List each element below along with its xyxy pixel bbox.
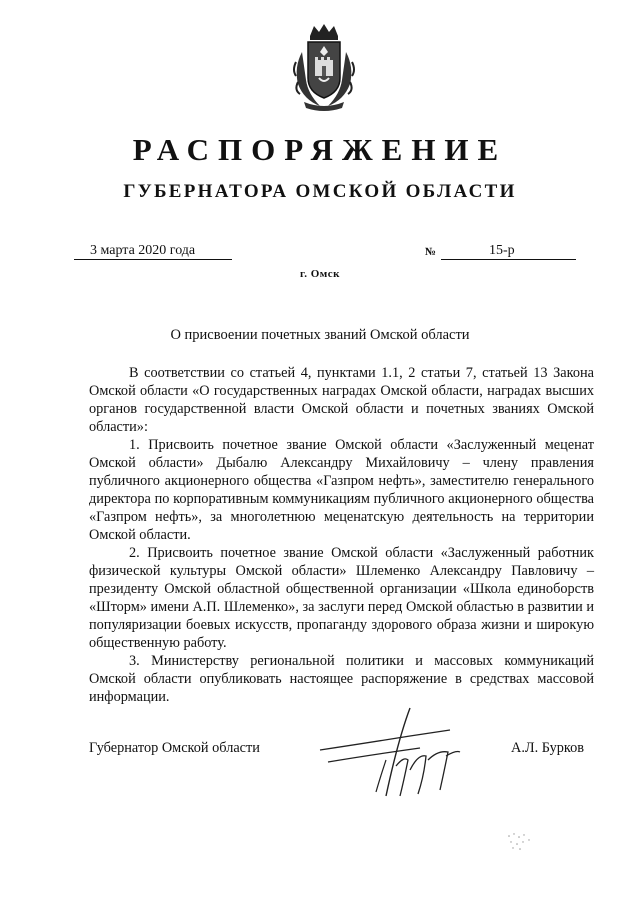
omsk-coat-of-arms-icon (290, 22, 358, 112)
document-number: 15-р (441, 243, 576, 260)
document-subtitle: ГУБЕРНАТОРА ОМСКОЙ ОБЛАСТИ (123, 181, 517, 202)
faint-mark-icon (505, 830, 535, 852)
document-heading: О присвоении почетных званий Омской области (170, 327, 470, 343)
paragraph-item-1: 1. Присвоить почетное звание Омской области «Заслуженный меценат Омской области» Дыбалю Александру Михайловичу – члену правления публичного акционерного общества «Газпром нефть», заместителю генерального директора по корпоративным коммуникациям публичного акционерного общества «Газпром нефть», за многолетнюю меценатскую деятельность на территории Омской области. (89, 437, 594, 543)
signatory-name: А.Л. Бурков (511, 740, 585, 756)
paragraph-preamble: В соответствии со статьей 4, пунктами 1.1, 2 статьи 7, статьей 13 Закона Омской области «О государственных наградах Омской области, наградах высших органов государственной власти Омской области и почетных званиях Омской области»: (89, 365, 594, 435)
document-title: РАСПОРЯЖЕНИЕ (132, 132, 508, 167)
number-label: № (425, 246, 437, 258)
document-city: г. Омск (299, 268, 341, 280)
paragraph-item-3: 3. Министерству региональной политики и массовых коммуникаций Омской области опубликовать настоящее распоряжение в средствах массовой информации. (89, 653, 594, 705)
handwritten-signature-icon (300, 700, 480, 800)
paragraph-item-2: 2. Присвоить почетное звание Омской области «Заслуженный работник физической культуры Омской области» Шлеменко Александру Павловичу – президенту Омской областной общественной организации «Школа единоборств «Шторм» имени А.П. Шлеменко», за заслуги перед Омской областью в развитии и популяризации боевых искусств, пропаганду здорового образа жизни и широкую общественную работу. (89, 545, 594, 651)
signatory-position: Губернатор Омской области (89, 740, 260, 756)
document-date: 3 марта 2020 года (74, 243, 232, 260)
document-body (89, 364, 594, 706)
